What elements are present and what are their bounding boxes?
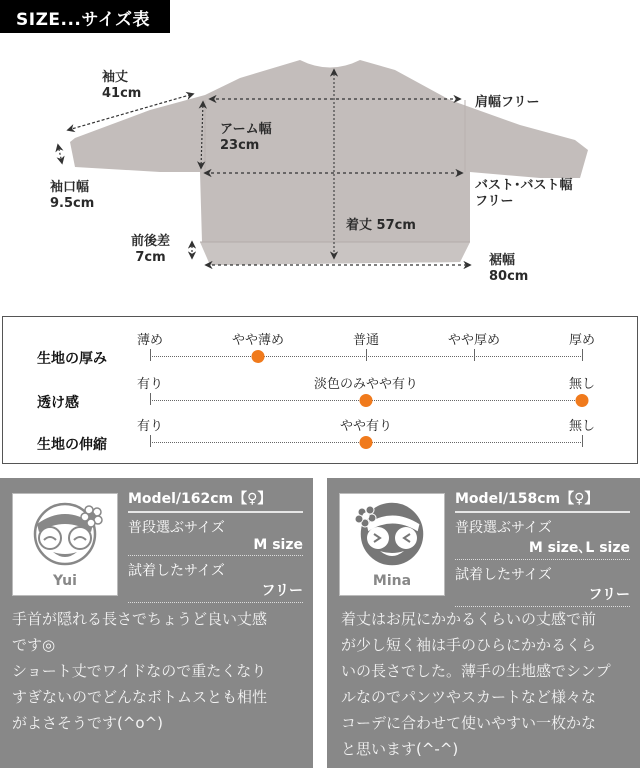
comment-line: ルなのでパンツやスカートなど様々な	[341, 688, 597, 706]
model-height: Model/162cm【♀】	[128, 488, 303, 513]
tick-label: 薄め	[136, 333, 164, 348]
tick-label: 有り	[136, 419, 164, 434]
model-card-mina	[327, 478, 640, 768]
winking-face-icon	[340, 494, 444, 574]
scale-row-thickness	[3, 329, 637, 369]
selected-dot	[360, 436, 373, 449]
shoulder-width-label: 肩幅フリー	[475, 95, 540, 110]
usual-size-value: M size	[128, 537, 303, 556]
comment-line: いの長さでした。薄手の生地感でシンプ	[341, 662, 611, 680]
comment-line: が少し短く袖は手のひらにかかるくら	[341, 636, 597, 654]
model-info	[128, 488, 303, 603]
hem-width-measure	[489, 253, 528, 285]
tick-mark	[582, 349, 583, 361]
front-back-diff-value: 7cm	[135, 250, 166, 265]
scale-label-transparency: 透け感	[37, 395, 79, 411]
cuff-width-label: 袖口幅	[50, 180, 90, 195]
tick-label: 有り	[136, 377, 164, 392]
usual-size-label: 普段選ぶサイズ	[128, 520, 225, 536]
tick-mark	[366, 349, 367, 361]
bust-measure	[475, 178, 573, 210]
tick-label: 厚め	[568, 333, 596, 348]
cuff-width-measure	[50, 180, 94, 212]
avatar-name: Yui	[53, 573, 77, 589]
selected-dot	[576, 394, 589, 407]
arm-width-label: アーム幅	[220, 122, 272, 137]
bust-label: バスト･バスト幅	[475, 178, 573, 193]
tried-size-value: フリー	[128, 580, 303, 603]
avatar	[12, 493, 118, 596]
bust-value: フリー	[475, 194, 514, 209]
tick-label: 普通	[352, 333, 380, 348]
shoulder-width-measure	[475, 95, 539, 111]
tick-mark	[474, 349, 475, 361]
comment-line: コーデに合わせて使いやすい一枚かな	[341, 714, 597, 732]
avatar	[339, 493, 445, 596]
comment-line: 着丈はお尻にかかるくらいの丈感で前	[341, 610, 597, 628]
arm-width-measure	[220, 122, 272, 154]
size-chart-title: SIZE...サイズ表	[16, 10, 151, 30]
comment-line: ショート丈でワイドなので重たくなり	[12, 662, 267, 680]
model-comment	[12, 606, 304, 736]
tick-label: やや厚め	[447, 333, 501, 348]
garment-diagram	[0, 40, 640, 305]
usual-size-value: M size､L size	[455, 537, 630, 560]
comment-line: と思います(^-^)	[341, 740, 459, 758]
tick-mark	[150, 435, 151, 447]
model-comment	[341, 606, 633, 762]
tried-size-label: 試着したサイズ	[455, 567, 552, 583]
avatar-name: Mina	[372, 573, 412, 589]
arm-width-value: 23cm	[220, 138, 260, 153]
hem-width-label: 裾幅	[489, 253, 516, 268]
selected-dot	[360, 394, 373, 407]
comment-line: です◎	[12, 636, 56, 654]
size-chart-title-bar	[0, 0, 170, 33]
length-measure	[346, 218, 416, 234]
model-info	[455, 488, 630, 607]
sleeve-length-value: 41cm	[102, 86, 142, 101]
tick-label: 淡色のみやや有り	[313, 377, 419, 392]
usual-size-label: 普段選ぶサイズ	[455, 520, 552, 536]
tick-mark	[582, 435, 583, 447]
comment-line: がよさそうです(^o^)	[12, 714, 164, 732]
tick-mark	[150, 349, 151, 361]
hem-width-value: 80cm	[489, 269, 529, 284]
scale-label-stretch: 生地の伸縮	[37, 437, 107, 453]
tick-label: やや有り	[339, 419, 393, 434]
cuff-width-value: 9.5cm	[50, 196, 95, 211]
length-label: 着丈 57cm	[346, 218, 416, 233]
model-height: Model/158cm【♀】	[455, 488, 630, 513]
comment-line: すぎないのでどんなボトムスとも相性	[12, 688, 268, 706]
front-back-diff-label: 前後差	[131, 234, 171, 249]
tried-size-value: フリー	[455, 584, 630, 607]
smiling-face-icon	[13, 494, 117, 574]
model-card-yui	[0, 478, 313, 768]
selected-dot	[252, 350, 265, 363]
tick-label: やや薄め	[231, 333, 285, 348]
sleeve-length-label: 袖丈	[102, 70, 129, 85]
scale-row-stretch	[3, 415, 637, 455]
scale-row-transparency	[3, 373, 637, 413]
tried-size-label: 試着したサイズ	[128, 563, 225, 579]
comment-line: 手首が隠れる長さでちょうど良い丈感	[12, 610, 268, 628]
front-back-diff-measure	[131, 234, 170, 266]
fabric-scale-panel	[2, 316, 638, 464]
tick-label: 無し	[568, 377, 596, 392]
scale-label-thickness: 生地の厚み	[37, 351, 107, 367]
tick-mark	[150, 393, 151, 405]
sweater-illustration	[0, 40, 640, 305]
tick-label: 無し	[568, 419, 596, 434]
sleeve-length-measure	[102, 70, 141, 102]
